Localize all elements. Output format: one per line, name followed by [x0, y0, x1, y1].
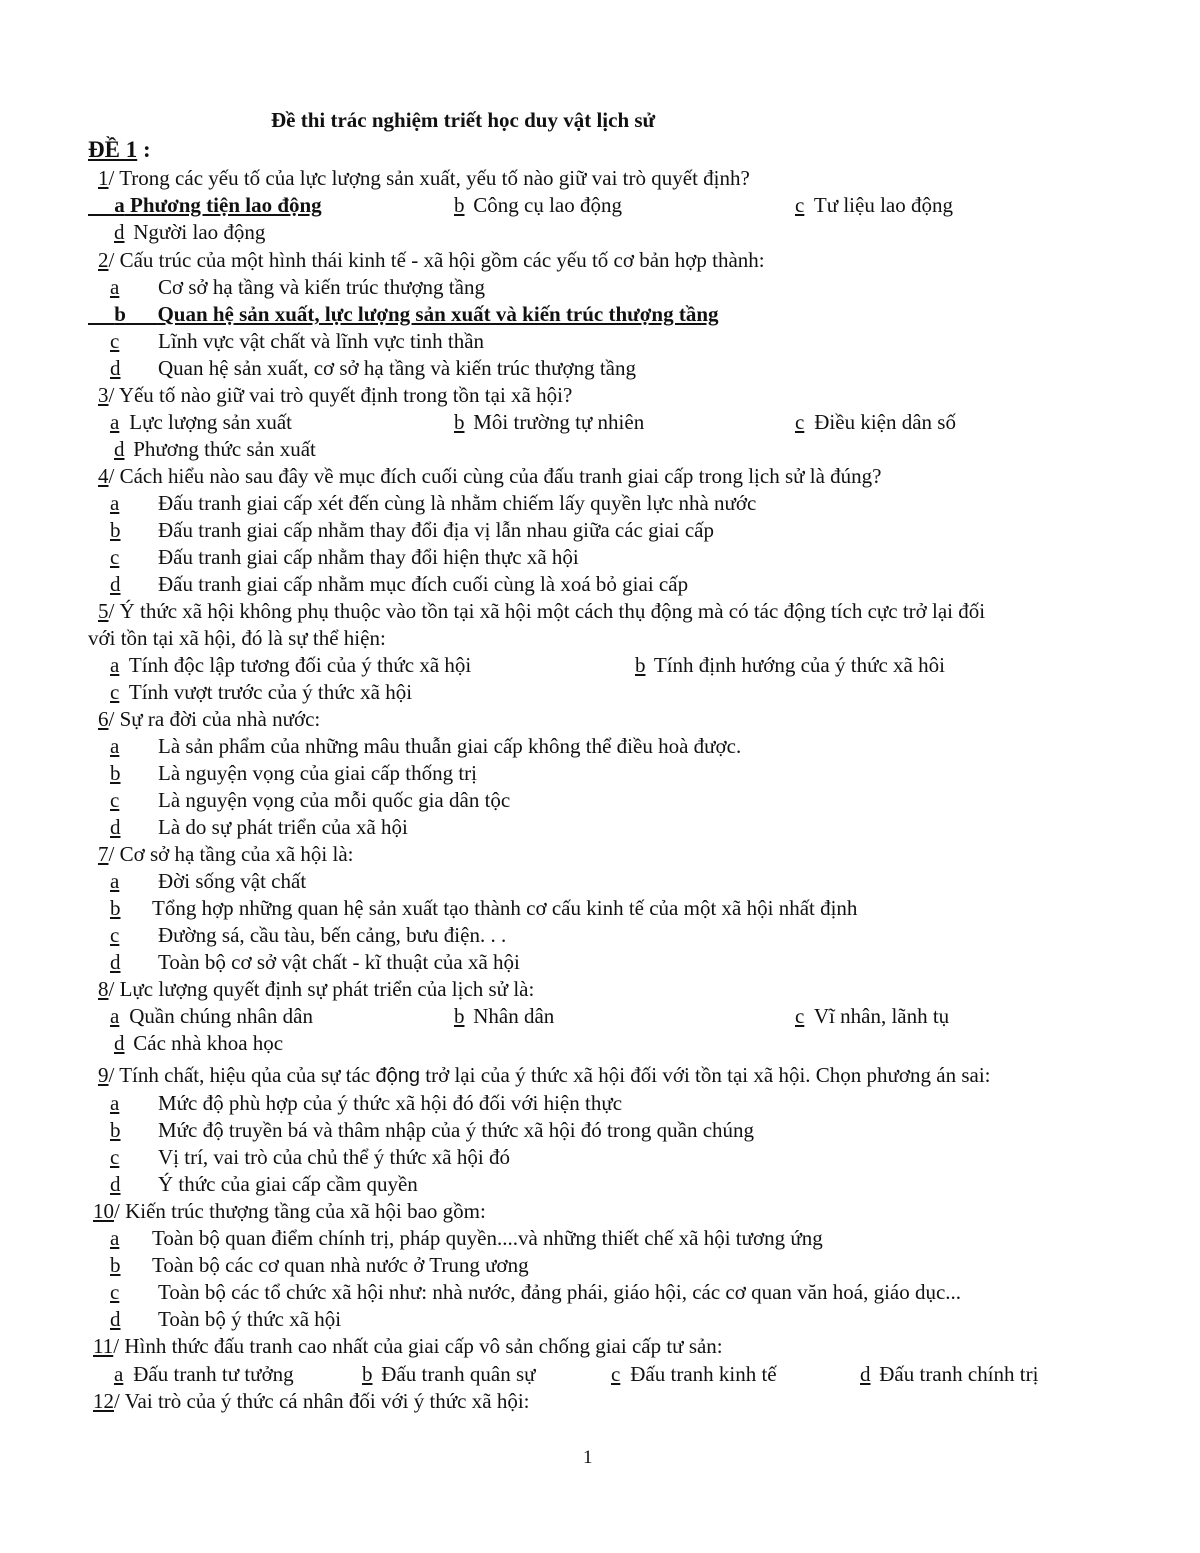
- option-9b: b Mức độ truyền bá và thâm nhập của ý thức xã hội đó trong quần chúng: [110, 1118, 755, 1142]
- question-text: Sự ra đời của nhà nước:: [119, 707, 321, 731]
- option-7d: d Toàn bộ cơ sở vật chất - kĩ thuật của xã hội: [110, 950, 520, 974]
- option-7c: c Đường sá, cầu tàu, bến cảng, bưu điện. . .: [110, 923, 507, 947]
- option-10c: c Toàn bộ các tổ chức xã hội như: nhà nước, đảng phái, giáo hội, các cơ quan văn hoá, giáo dục...: [110, 1280, 962, 1304]
- option-5c: c Tính vượt trước của ý thức xã hội: [110, 680, 413, 704]
- option-5b: b Tính định hướng của ý thức xã hôi: [635, 653, 945, 677]
- option-8a: a Quần chúng nhân dân: [110, 1004, 313, 1028]
- option-10d: d Toàn bộ ý thức xã hội: [110, 1307, 342, 1331]
- option-7a: a Đời sống vật chất: [110, 869, 307, 893]
- option-8c: c Vĩ nhân, lãnh tụ: [795, 1004, 950, 1028]
- question-10: 10/ Kiến trúc thượng tầng của xã hội bao gồm:: [93, 1199, 486, 1223]
- option-8d: d Các nhà khoa học: [114, 1031, 284, 1055]
- section-label: ĐỀ 1: [88, 137, 138, 162]
- question-text: Kiến trúc thượng tầng của xã hội bao gồm:: [125, 1199, 486, 1223]
- option-7b: b Tổng hợp những quan hệ sản xuất tạo thành cơ cấu kinh tế của một xã hội nhất định: [110, 896, 858, 920]
- option-6c: c Là nguyện vọng của mỗi quốc gia dân tộc: [110, 788, 511, 812]
- option-2c: c Lĩnh vực vật chất và lĩnh vực tinh thần: [110, 329, 485, 353]
- question-5-continued: với tồn tại xã hội, đó là sự thể hiện:: [88, 626, 386, 650]
- question-6: 6/ Sự ra đời của nhà nước:: [98, 707, 321, 731]
- option-2d: d Quan hệ sản xuất, cơ sở hạ tầng và kiến trúc thượng tầng: [110, 356, 636, 380]
- option-1b: b Công cụ lao động: [454, 193, 622, 217]
- option-9d: d Ý thức của giai cấp cầm quyền: [110, 1172, 418, 1196]
- option-5a: a Tính độc lập tương đối của ý thức xã hội: [110, 653, 472, 677]
- question-1: 1/ Trong các yếu tố của lực lượng sản xuất, yếu tố nào giữ vai trò quyết định?: [98, 166, 750, 190]
- section-heading: [88, 137, 151, 163]
- page-number: 1: [583, 1447, 593, 1468]
- option-10a: a Toàn bộ quan điểm chính trị, pháp quyền....và những thiết chế xã hội tương ứng: [110, 1226, 823, 1250]
- question-2: 2/ Cấu trúc của một hình thái kinh tế - xã hội gồm các yếu tố cơ bản hợp thành:: [98, 248, 765, 272]
- option-3a: a Lực lượng sản xuất: [110, 410, 292, 434]
- section-suffix: :: [137, 137, 151, 162]
- option-9c: c Vị trí, vai trò của chủ thể ý thức xã hội đó: [110, 1145, 510, 1169]
- question-9: 9/ Tính chất, hiệu qủa của sự tác động trở lại của ý thức xã hội đối với tồn tại xã hội. Chọn phương án sai:: [98, 1063, 991, 1087]
- question-text: Lực lượng quyết định sự phát triển của lịch sử là:: [119, 977, 535, 1001]
- option-1d: d Người lao động: [114, 220, 266, 244]
- option-6b: b Là nguyện vọng của giai cấp thống trị: [110, 761, 477, 785]
- option-4c: c Đấu tranh giai cấp nhằm thay đổi hiện thực xã hội: [110, 545, 579, 569]
- question-7: 7/ Cơ sở hạ tầng của xã hội là:: [98, 842, 354, 866]
- question-text: Trong các yếu tố của lực lượng sản xuất, yếu tố nào giữ vai trò quyết định?: [119, 166, 750, 190]
- option-11c: c Đấu tranh kinh tế: [611, 1362, 777, 1386]
- option-4b: b Đấu tranh giai cấp nhằm thay đổi địa vị lẫn nhau giữa các giai cấp: [110, 518, 715, 542]
- question-text: Ý thức xã hội không phụ thuộc vào tồn tại xã hội một cách thụ động mà có tác động tích cực trở lại đối: [119, 599, 986, 623]
- option-11d: d Đấu tranh chính trị: [860, 1362, 1039, 1386]
- option-3b: b Môi trường tự nhiên: [454, 410, 645, 434]
- option-8b: b Nhân dân: [454, 1004, 555, 1028]
- question-8: 8/ Lực lượng quyết định sự phát triển của lịch sử là:: [98, 977, 535, 1001]
- option-1a-row: a Phương tiện lao động: [114, 193, 322, 217]
- option-3d: d Phương thức sản xuất: [114, 437, 316, 461]
- question-11: 11/ Hình thức đấu tranh cao nhất của giai cấp vô sản chống giai cấp tư sản:: [93, 1334, 723, 1358]
- option-6d: d Là do sự phát triển của xã hội: [110, 815, 408, 839]
- question-3: 3/ Yếu tố nào giữ vai trò quyết định trong tồn tại xã hội?: [98, 383, 573, 407]
- correct-answer: Phương tiện lao động: [130, 193, 322, 217]
- emphasized-word: động: [375, 1065, 421, 1087]
- correct-answer: Quan hệ sản xuất, lực lượng sản xuất và kiến trúc thượng tầng: [157, 302, 719, 326]
- question-4: 4/ Cách hiểu nào sau đây về mục đích cuối cùng của đấu tranh giai cấp trong lịch sử là đúng?: [98, 464, 882, 488]
- question-text: Vai trò của ý thức cá nhân đối với ý thức xã hội:: [124, 1389, 530, 1413]
- option-2a: a Cơ sở hạ tầng và kiến trúc thượng tầng: [110, 275, 485, 299]
- document-title: Đề thi trác nghiệm triết học duy vật lịch sử: [271, 108, 656, 132]
- option-10b: b Toàn bộ các cơ quan nhà nước ở Trung ương: [110, 1253, 529, 1277]
- option-4d: d Đấu tranh giai cấp nhằm mục đích cuối cùng là xoá bỏ giai cấp: [110, 572, 689, 596]
- option-11a: a Đấu tranh tư tưởng: [114, 1362, 294, 1386]
- question-text: Cách hiểu nào sau đây về mục đích cuối cùng của đấu tranh giai cấp trong lịch sử là đúng?: [119, 464, 882, 488]
- question-text: Yếu tố nào giữ vai trò quyết định trong tồn tại xã hội?: [118, 383, 573, 407]
- option-9a: a Mức độ phù hợp của ý thức xã hội đó đối với hiện thực: [110, 1091, 623, 1115]
- question-5: 5/ Ý thức xã hội không phụ thuộc vào tồn tại xã hội một cách thụ động mà có tác động tích cực trở lại đối: [98, 599, 986, 623]
- question-text: Cơ sở hạ tầng của xã hội là:: [119, 842, 354, 866]
- question-text: Hình thức đấu tranh cao nhất của giai cấp vô sản chống giai cấp tư sản:: [124, 1334, 723, 1358]
- option-3c: c Điều kiện dân số: [795, 410, 956, 434]
- option-2b: b Quan hệ sản xuất, lực lượng sản xuất và kiến trúc thượng tầng: [114, 302, 719, 326]
- option-11b: b Đấu tranh quân sự: [362, 1362, 536, 1386]
- question-text: Cấu trúc của một hình thái kinh tế - xã hội gồm các yếu tố cơ bản hợp thành:: [119, 248, 765, 272]
- question-12: 12/ Vai trò của ý thức cá nhân đối với ý thức xã hội:: [93, 1389, 530, 1413]
- option-4a: a Đấu tranh giai cấp xét đến cùng là nhằm chiếm lấy quyền lực nhà nước: [110, 491, 757, 515]
- option-1c: c Tư liệu lao động: [795, 193, 953, 217]
- option-6a: a Là sản phẩm của những mâu thuẫn giai cấp không thể điều hoà được.: [110, 734, 742, 758]
